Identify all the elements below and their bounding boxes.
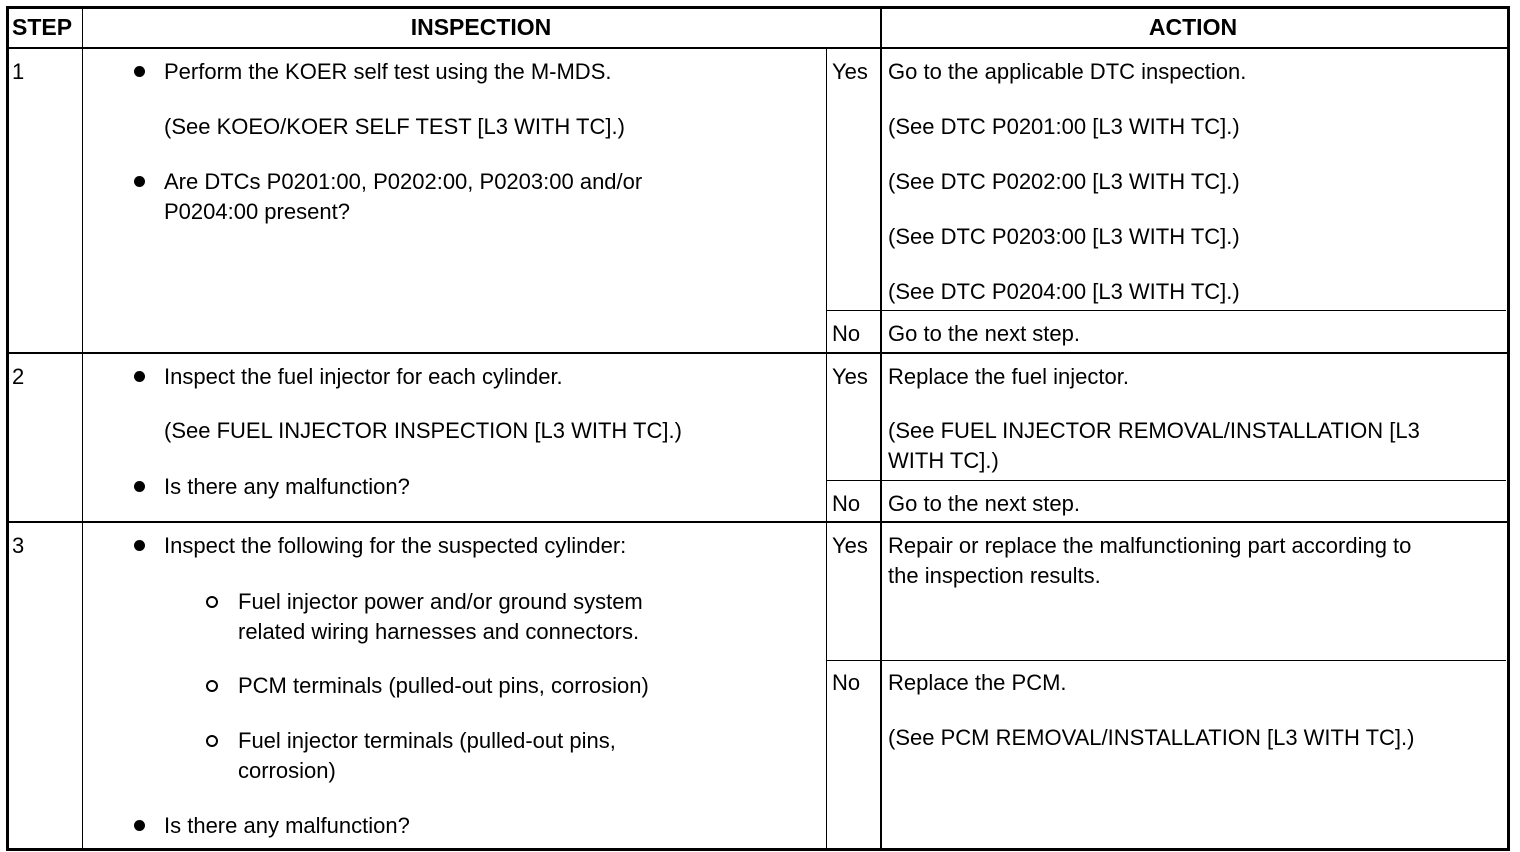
inspection-subitem: Fuel injector terminals (pulled-out pins, [238, 728, 616, 753]
action-text: Replace the fuel injector. [888, 364, 1129, 389]
bullet-icon [134, 540, 145, 551]
inspection-reference: (See FUEL INJECTOR INSPECTION [L3 WITH TC].) [164, 418, 682, 443]
inspection-text: P0204:00 present? [164, 199, 350, 224]
action-text: Go to the next step. [888, 491, 1081, 516]
sub-bullet-icon [206, 680, 218, 692]
bullet-icon [134, 66, 145, 77]
action-text: the inspection results. [888, 563, 1101, 588]
no-label: No [832, 670, 861, 695]
sub-bullet-icon [206, 596, 218, 608]
row1-yes-no-divider [826, 310, 1506, 311]
inspection-text: Perform the KOER self test using the M-MDS. [164, 59, 612, 84]
inspection-subitem: Fuel injector power and/or ground system [238, 589, 643, 614]
action-reference: WITH TC].) [888, 448, 999, 473]
header-divider [6, 47, 1510, 49]
inspection-text: Inspect the fuel injector for each cylinder. [164, 364, 563, 389]
action-reference: (See DTC P0203:00 [L3 WITH TC].) [888, 224, 1240, 249]
action-reference: (See DTC P0204:00 [L3 WITH TC].) [888, 279, 1240, 304]
action-reference: (See DTC P0201:00 [L3 WITH TC].) [888, 114, 1240, 139]
header-action: ACTION [1148, 14, 1238, 40]
no-label: No [832, 321, 861, 346]
action-text: Go to the applicable DTC inspection. [888, 59, 1247, 84]
inspection-text: Is there any malfunction? [164, 474, 410, 499]
row2-yes-no-divider [826, 480, 1506, 481]
bullet-icon [134, 176, 145, 187]
result-column-divider [826, 48, 827, 848]
inspection-subitem: corrosion) [238, 758, 336, 783]
inspection-text: Is there any malfunction? [164, 813, 410, 838]
step-number: 1 [12, 59, 25, 84]
yes-label: Yes [832, 533, 868, 558]
action-column-divider [880, 6, 882, 848]
header-inspection: INSPECTION [410, 14, 552, 40]
action-text: Replace the PCM. [888, 670, 1067, 695]
action-reference: (See PCM REMOVAL/INSTALLATION [L3 WITH TC].) [888, 725, 1415, 750]
bullet-icon [134, 371, 145, 382]
action-text: Go to the next step. [888, 321, 1081, 346]
row3-yes-no-divider [826, 660, 1506, 661]
action-reference: (See DTC P0202:00 [L3 WITH TC].) [888, 169, 1240, 194]
inspection-subitem: related wiring harnesses and connectors. [238, 619, 640, 644]
yes-label: Yes [832, 59, 868, 84]
step-number: 3 [12, 533, 25, 558]
inspection-text: Are DTCs P0201:00, P0202:00, P0203:00 and/or [164, 169, 643, 194]
row1-divider [6, 352, 1510, 354]
action-text: Repair or replace the malfunctioning part according to [888, 533, 1412, 558]
step-column-divider [82, 6, 83, 848]
step-number: 2 [12, 364, 25, 389]
inspection-text: Inspect the following for the suspected cylinder: [164, 533, 627, 558]
header-step: STEP [12, 14, 73, 40]
row2-divider [6, 521, 1510, 523]
action-reference: (See FUEL INJECTOR REMOVAL/INSTALLATION [L3 [888, 418, 1420, 443]
bullet-icon [134, 481, 145, 492]
no-label: No [832, 491, 861, 516]
yes-label: Yes [832, 364, 868, 389]
inspection-reference: (See KOEO/KOER SELF TEST [L3 WITH TC].) [164, 114, 625, 139]
bullet-icon [134, 820, 145, 831]
sub-bullet-icon [206, 735, 218, 747]
inspection-subitem: PCM terminals (pulled-out pins, corrosion) [238, 673, 649, 698]
